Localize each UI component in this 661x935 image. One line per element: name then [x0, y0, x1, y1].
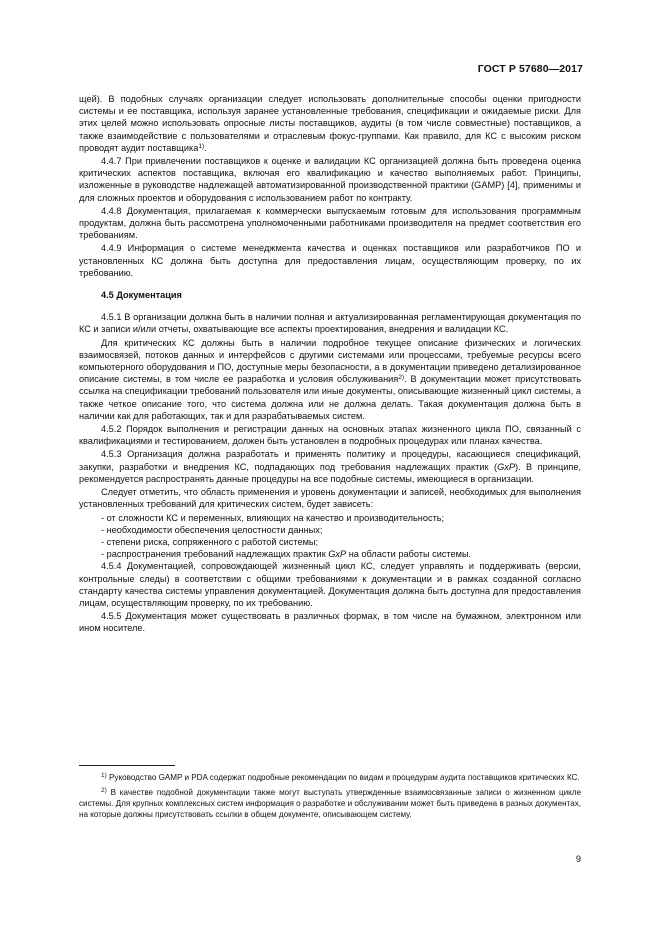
footnote-divider	[79, 765, 175, 766]
page-number: 9	[575, 854, 581, 864]
paragraph-continuation: щей). В подобных случаях организации следует использовать дополнительные способы оценки пригодности системы и ее поставщика, используя заранее установленные требования, спецификации и ожидаемые риски. Для этих целей можно использовать опросные листы поставщиков, аудиты (в том числе совместные) поставщиков, а также взаимодействие с пользователями и отраслевым фокус-группами. Как правило, для КС с высоким риском проводят аудит поставщика$^{1)}$.	[79, 94, 581, 153]
footnote-2: $^{2)}$ В качестве подобной документации также могут выступать утвержденные взаимосвязанные записи о жизненном цикле системы. Для крупных комплексных систем информация о разработке и обслуживании может быть приведена в разных документах, на которые должны присутствовать ссылки в общем документе, описывающем систему.	[79, 787, 581, 819]
paragraph-4-4-8: 4.4.8 Документация, прилагаемая к коммерчески выпускаемым готовым для использования программным продуктам, должна быть рассмотрена уполномоченными работниками производителя на предмет соответствия его требованиям.	[79, 205, 581, 241]
list-item: - степени риска, сопряженного с работой системы;	[101, 536, 319, 547]
section-heading-4-5: 4.5 Документация	[101, 290, 182, 301]
footnotes	[79, 772, 581, 824]
document-body	[79, 93, 581, 636]
paragraph-4-4-7: 4.4.7 При привлечении поставщиков к оценке и валидации КС организацией должна быть проведена оценка критических аспектов поставщика, включая его квалификацию и качество выполняемых работ. Принципы, изложенные в руководстве надлежащей автоматизированной производственной практики (GAMP) [4], применимы и для сложных проектов и оборудования с использованием работ по контракту.	[79, 156, 581, 203]
document-id-header: ГОСТ Р 57680—2017	[477, 63, 583, 75]
footnote-1: $^{1)}$ Руководство GAMP и PDA содержат подробные рекомендации по видам и процедурам аудита поставщиков критических КС.	[101, 772, 580, 782]
paragraph-4-5-5: 4.5.5 Документация может существовать в различных формах, в том числе на бумажном, электронном или ином носителе.	[79, 611, 581, 634]
list-item: - распространения требований надлежащих практик GxP на области работы системы.	[101, 549, 472, 560]
paragraph-4-5-1: 4.5.1 В организации должна быть в наличии полная и актуализированная регламентирующая документация по КС и записи и/или отчеты, охватывающие все аспекты проектирования, внедрения и валидации КС.	[79, 312, 581, 335]
list-item: - от сложности КС и переменных, влияющих на качество и производительность;	[101, 512, 445, 523]
paragraph-4-5-4: 4.5.4 Документацией, сопровождающей жизненный цикл КС, следует управлять и поддерживать (версии, контрольные следы) в соответствии с общими требованиями к документации и в рамках созданной согласно стандарту качества системы управления документацией. Документация должна быть доступна для предоставления лицам, осуществляющим проверку, по их требованию.	[79, 561, 581, 608]
paragraph-4-5-3: 4.5.3 Организация должна разработать и применять политику и процедуры, касающиеся спецификаций, закупки, разработки и внедрения КС, подпадающих под требования надлежащих практик (GxP). В принципе, рекомендуется распространять данные процедуры на все подобные системы, имеющиеся в организации.	[79, 449, 581, 484]
list-item: - необходимости обеспечения целостности данных;	[101, 524, 323, 535]
paragraph-scope-note: Следует отметить, что область применения и уровень документации и записей, необходимых для выполнения установленных требований для критических систем, будет зависеть:	[79, 487, 581, 510]
paragraph-4-4-9: 4.4.9 Информация о системе менеджмента качества и оценках поставщиков или разработчиков ПО и установленных КС должна быть доступна для предоставления лицам, осуществляющим проверку, по их требованию.	[79, 243, 581, 278]
paragraph-critical-systems: Для критических КС должны быть в наличии подробное текущее описание физических и логических взаимосвязей, потоков данных и интерфейсов с другими системами или процессами, требуемые ресурсы всего компьютерного оборудования и ПО, доступные меры безопасности, а в документации приведено детализированное описание системы, в том числе ее разработка и условия обслуживания$^{2)}$. В документации может присутствовать ссылка на спецификации требований пользователя или иные документы, описывающие жизненный цикл системы, а также четкое описание того, что система должна или не должна делать. Такая документация должна быть в наличии как для работающих, так и для разрабатываемых систем.	[79, 337, 581, 421]
footnote-ref-2[interactable]: 2)	[398, 374, 405, 382]
paragraph-4-5-2: 4.5.2 Порядок выполнения и регистрации данных на основных этапах жизненного цикла ПО, связанный с квалификациями и тестированием, должен быть установлен в подробных процедурах или планах качества.	[79, 424, 581, 447]
footnote-ref-1[interactable]: 1)	[198, 142, 205, 150]
